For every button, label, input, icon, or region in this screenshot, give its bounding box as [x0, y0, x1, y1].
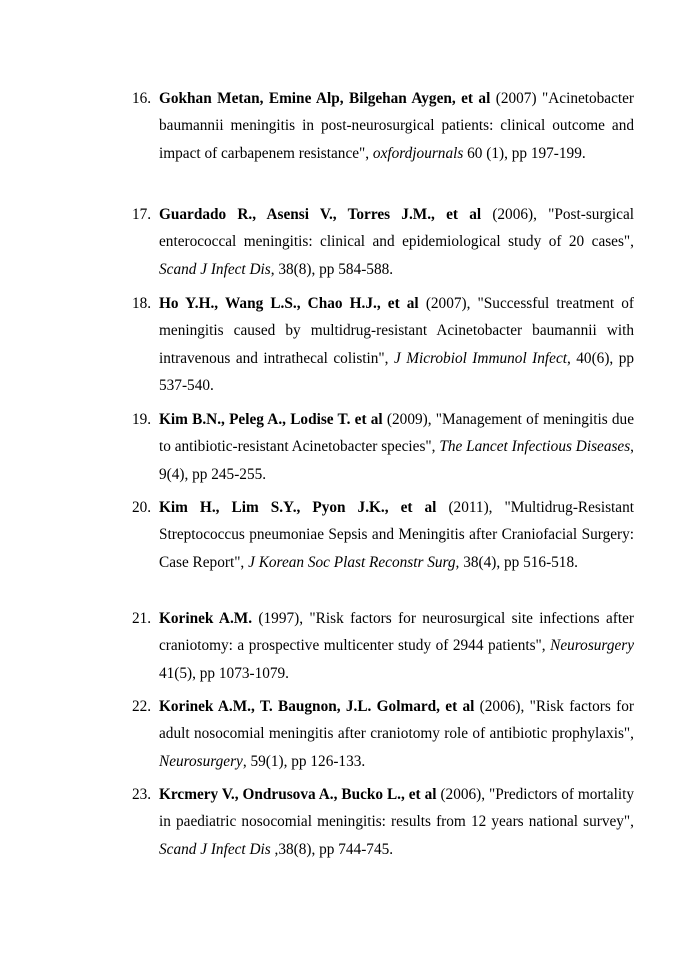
reference-journal: Neurosurgery: [545, 637, 634, 655]
reference-title: "Risk factors for adult nosocomial meningitis after craniotomy role of antibiotic prophylaxis",: [159, 698, 634, 743]
reference-entry: [132, 290, 634, 400]
reference-year: (2007): [490, 90, 542, 107]
reference-authors: Kim B.N., Peleg A., Lodise T. et al: [159, 411, 383, 428]
reference-year: (2007),: [418, 295, 478, 312]
reference-details: , 40(6), pp 537-540.: [159, 349, 634, 395]
reference-details: 38(4), pp 516-518.: [459, 553, 578, 571]
reference-year: (2011),: [436, 499, 505, 516]
reference-text: [159, 201, 634, 283]
reference-title: "Post-surgical enterococcal meningitis: clinical and epidemiological study of 20 cases",: [159, 206, 634, 251]
reference-authors: Ho Y.H., Wang L.S., Chao H.J., et al: [159, 295, 419, 312]
reference-title: "Management of meningitis due to antibiotic-resistant Acinetobacter species",: [159, 411, 634, 456]
reference-number: 19.: [132, 411, 152, 428]
reference-year: (2006),: [436, 786, 489, 803]
reference-entry: [132, 494, 634, 576]
reference-number: 18.: [132, 295, 152, 312]
reference-number: 16.: [132, 90, 152, 107]
reference-text: [159, 494, 634, 576]
reference-journal: Scand J Infect Dis: [159, 260, 271, 278]
reference-authors: Kim H., Lim S.Y., Pyon J.K., et al: [159, 499, 437, 516]
reference-text: [159, 781, 634, 863]
reference-entry: [132, 693, 634, 775]
reference-details: ,38(8), pp 744-745.: [270, 840, 394, 858]
reference-entry: [132, 605, 634, 687]
reference-entry: [132, 85, 634, 167]
reference-number: 21.: [132, 610, 152, 627]
reference-text: [159, 605, 634, 687]
reference-authors: Krcmery V., Ondrusova A., Bucko L., et al: [159, 786, 437, 803]
reference-entry: [132, 201, 634, 283]
reference-details: 60 (1), pp 197-199.: [463, 144, 586, 162]
reference-details: , 9(4), pp 245-255.: [159, 438, 634, 483]
reference-title: "Acinetobacter baumannii meningitis in post-neurosurgical patients: clinical outcome and impact of carbapenem resistance",: [159, 90, 635, 162]
reference-journal: Neurosurgery: [159, 752, 243, 770]
reference-text: [159, 85, 634, 167]
reference-entry: [132, 406, 634, 488]
reference-year: (1997),: [252, 610, 310, 627]
reference-number: 23.: [132, 786, 152, 803]
reference-title: "Predictors of mortality in paediatric nosocomial meningitis: results from 12 years national survey",: [159, 786, 634, 831]
reference-journal: Scand J Infect Dis: [159, 840, 271, 858]
reference-entry: [132, 781, 634, 863]
reference-year: (2006),: [474, 698, 530, 715]
reference-text: [159, 290, 634, 400]
reference-text: [159, 693, 634, 775]
reference-details: , 59(1), pp 126-133.: [242, 752, 366, 770]
reference-journal: oxfordjournals: [369, 144, 464, 162]
reference-journal: J Korean Soc Plast Reconstr Surg,: [244, 553, 460, 571]
reference-authors: Gokhan Metan, Emine Alp, Bilgehan Aygen, et al: [159, 90, 491, 107]
reference-title: "Successful treatment of meningitis caused by multidrug-resistant Acinetobacter baumannii with intravenous and intrathecal colistin",: [159, 295, 634, 367]
reference-title: "Risk factors for neurosurgical site infections after craniotomy: a prospective multicenter study of 2944 patients",: [159, 610, 634, 655]
reference-details: 41(5), pp 1073-1079.: [159, 664, 290, 682]
reference-details: , 38(8), pp 584-588.: [270, 260, 394, 278]
reference-journal: The Lancet Infectious Diseases: [435, 438, 631, 456]
reference-year: (2009),: [382, 411, 436, 428]
reference-authors: Korinek A.M.: [159, 610, 253, 627]
reference-number: 20.: [132, 499, 152, 516]
reference-number: 17.: [132, 206, 152, 223]
reference-title: "Multidrug-Resistant Streptococcus pneumoniae Sepsis and Meningitis after Craniofacial Surgery: Case Report",: [159, 499, 634, 571]
reference-text: [159, 406, 634, 488]
reference-authors: Guardado R., Asensi V., Torres J.M., et al: [159, 206, 482, 223]
reference-authors: Korinek A.M., T. Baugnon, J.L. Golmard, et al: [159, 698, 475, 715]
reference-number: 22.: [132, 698, 152, 715]
reference-journal: J Microbiol Immunol Infect: [388, 349, 567, 367]
reference-year: (2006),: [481, 206, 549, 223]
